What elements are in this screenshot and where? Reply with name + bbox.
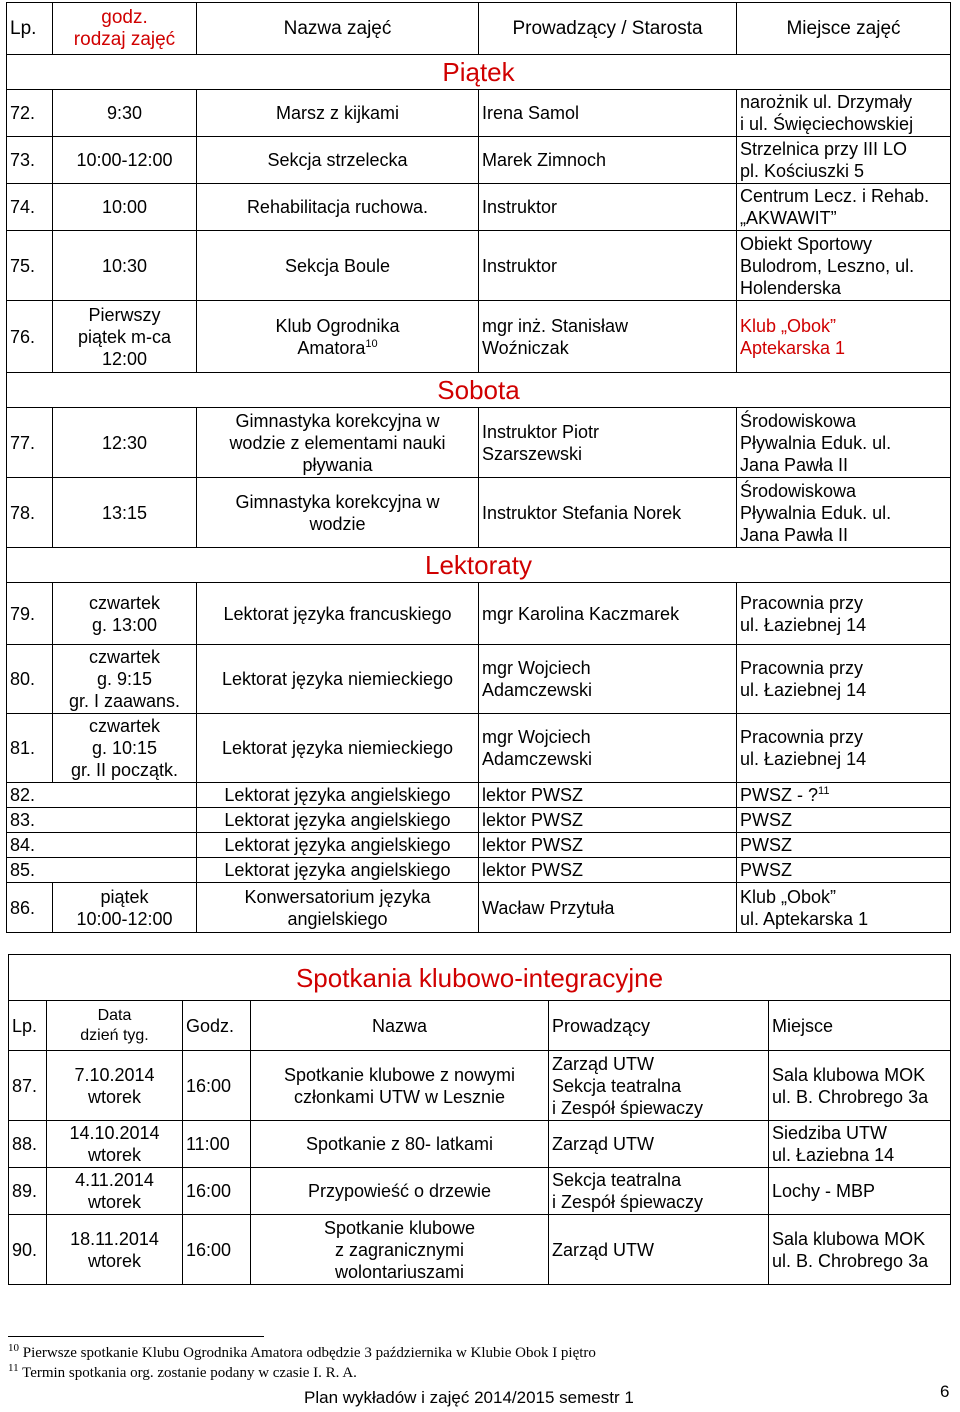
row-lead: Sekcja teatralna i Zespół śpiewaczy <box>549 1168 769 1215</box>
row-place: Pracownia przy ul. Łaziebnej 14 <box>737 583 951 645</box>
row-lead: Zarząd UTW <box>549 1215 769 1285</box>
footnote-ref-10: 10 <box>365 337 378 350</box>
row-lp: 83. <box>7 808 197 833</box>
row-lead: lektor PWSZ <box>479 808 737 833</box>
row-date: 14.10.2014 wtorek <box>47 1121 183 1168</box>
header-date: Data dzień tyg. <box>47 1001 183 1051</box>
row-place: Strzelnica przy III LO pl. Kościuszki 5 <box>737 137 951 184</box>
header-place: Miejsce <box>769 1001 951 1051</box>
row-name: Sekcja Boule <box>197 231 479 301</box>
table-row <box>7 783 951 808</box>
row-lp: 76. <box>7 301 53 373</box>
row-time: 16:00 <box>183 1051 251 1121</box>
row-lead: Instruktor Stefania Norek <box>479 478 737 548</box>
row-name: Lektorat języka angielskiego <box>197 808 479 833</box>
row-place: Pracownia przy ul. Łaziebnej 14 <box>737 645 951 714</box>
row-name: Lektorat języka angielskiego <box>197 833 479 858</box>
row-lp: 73. <box>7 137 53 184</box>
table-row <box>7 808 951 833</box>
row-time: czwartek g. 9:15 gr. I zaawans. <box>53 645 197 714</box>
row-place: Siedziba UTW ul. Łaziebna 14 <box>769 1121 951 1168</box>
row-place: Środowiskowa Pływalnia Eduk. ul. Jana Pawła II <box>737 478 951 548</box>
footer-title: Plan wykładów i zajęć 2014/2015 semestr 1 <box>304 1388 634 1407</box>
row-time: 10:00-12:00 <box>53 137 197 184</box>
section-title-friday: Piątek <box>7 55 951 90</box>
row-name: Spotkanie klubowe z nowymi członkami UTW w Lesznie <box>251 1051 549 1121</box>
header-time-type: godz. rodzaj zajęć <box>53 3 197 55</box>
row-name: Gimnastyka korekcyjna w wodzie <box>197 478 479 548</box>
row-lp: 74. <box>7 184 53 231</box>
row-name: Rehabilitacja ruchowa. <box>197 184 479 231</box>
row-place-text: PWSZ - ? <box>740 785 819 805</box>
club-section-title: Spotkania klubowo-integracyjne <box>9 955 951 1001</box>
table-header-row <box>9 1001 951 1051</box>
table-row <box>7 883 951 933</box>
row-lp: 78. <box>7 478 53 548</box>
row-name: Lektorat języka angielskiego <box>197 783 479 808</box>
row-place: Sala klubowa MOK ul. B. Chrobrego 3a <box>769 1215 951 1285</box>
header-lp: Lp. <box>7 3 53 55</box>
table-row <box>7 231 951 301</box>
row-name: Sekcja strzelecka <box>197 137 479 184</box>
row-lead: Instruktor Piotr Szarszewski <box>479 408 737 478</box>
table-row <box>7 301 951 373</box>
row-place: Sala klubowa MOK ul. B. Chrobrego 3a <box>769 1051 951 1121</box>
row-time: czwartek g. 13:00 <box>53 583 197 645</box>
row-time: 16:00 <box>183 1168 251 1215</box>
row-time: 9:30 <box>53 90 197 137</box>
row-name: Lektorat języka francuskiego <box>197 583 479 645</box>
section-row-lectorates <box>7 548 951 583</box>
row-time: 12:30 <box>53 408 197 478</box>
footnote-ref-11: 11 <box>818 785 830 797</box>
row-time: 13:15 <box>53 478 197 548</box>
header-lp: Lp. <box>9 1001 47 1051</box>
row-lp: 86. <box>7 883 53 933</box>
table-row <box>7 858 951 883</box>
row-lead: Zarząd UTW <box>549 1121 769 1168</box>
header-time: Godz. <box>183 1001 251 1051</box>
row-lp: 88. <box>9 1121 47 1168</box>
row-date: 7.10.2014 wtorek <box>47 1051 183 1121</box>
footnote-text: Pierwsze spotkanie Klubu Ogrodnika Amatora odbędzie 3 października w Klubie Obok I piętro <box>22 1345 596 1361</box>
footnote-separator <box>8 1336 264 1337</box>
row-name: Lektorat języka niemieckiego <box>197 645 479 714</box>
row-place: PWSZ <box>737 833 951 858</box>
row-lp: 79. <box>7 583 53 645</box>
row-lp: 89. <box>9 1168 47 1215</box>
row-lp: 72. <box>7 90 53 137</box>
row-lead: lektor PWSZ <box>479 833 737 858</box>
footnote-11 <box>8 1364 357 1383</box>
row-time: piątek 10:00-12:00 <box>53 883 197 933</box>
row-place: Lochy - MBP <box>769 1168 951 1215</box>
table-row <box>9 1121 951 1168</box>
row-time: 11:00 <box>183 1121 251 1168</box>
header-lead: Prowadzący / Starosta <box>479 3 737 55</box>
row-place: Centrum Lecz. i Rehab. „AKWAWIT” <box>737 184 951 231</box>
row-date: 4.11.2014 wtorek <box>47 1168 183 1215</box>
row-name-text: Klub Ogrodnika Amatora <box>275 315 400 358</box>
row-name: Konwersatorium języka angielskiego <box>197 883 479 933</box>
row-date: 18.11.2014 wtorek <box>47 1215 183 1285</box>
row-time: czwartek g. 10:15 gr. II początk. <box>53 714 197 783</box>
row-name: Lektorat języka niemieckiego <box>197 714 479 783</box>
row-name: Przypowieść o drzewie <box>251 1168 549 1215</box>
row-name: Gimnastyka korekcyjna w wodzie z elementami nauki pływania <box>197 408 479 478</box>
row-name: Spotkanie klubowe z zagranicznymi wolontariuszami <box>251 1215 549 1285</box>
row-lead: Irena Samol <box>479 90 737 137</box>
row-lead: Wacław Przytuła <box>479 883 737 933</box>
row-place: narożnik ul. Drzymały i ul. Święciechowskiej <box>737 90 951 137</box>
header-lead: Prowadzący <box>549 1001 769 1051</box>
club-meetings-table <box>8 954 951 1285</box>
row-lead: Instruktor <box>479 184 737 231</box>
row-name: Spotkanie z 80- latkami <box>251 1121 549 1168</box>
row-lp: 90. <box>9 1215 47 1285</box>
row-time: 16:00 <box>183 1215 251 1285</box>
row-time: Pierwszy piątek m-ca 12:00 <box>53 301 197 373</box>
row-lead: mgr inż. Stanisław Woźniczak <box>479 301 737 373</box>
footnote-mark: 11 <box>8 1362 19 1374</box>
row-place: Klub „Obok” ul. Aptekarska 1 <box>737 883 951 933</box>
row-lp: 82. <box>7 783 197 808</box>
row-lead: lektor PWSZ <box>479 783 737 808</box>
table-row <box>7 714 951 783</box>
row-name: Marsz z kijkami <box>197 90 479 137</box>
row-place: PWSZ <box>737 808 951 833</box>
table-row <box>7 478 951 548</box>
table-row <box>7 833 951 858</box>
footnote-mark: 10 <box>8 1342 19 1354</box>
row-lp: 87. <box>9 1051 47 1121</box>
footnote-text: Termin spotkania org. zostanie podany w czasie I. R. A. <box>22 1365 357 1381</box>
table-row <box>7 137 951 184</box>
footnote-10 <box>8 1344 596 1363</box>
table-row <box>7 90 951 137</box>
row-lead: mgr Wojciech Adamczewski <box>479 714 737 783</box>
row-lead: Zarząd UTW Sekcja teatralna i Zespół śpiewaczy <box>549 1051 769 1121</box>
table-header-row <box>7 3 951 55</box>
header-name: Nazwa zajęć <box>197 3 479 55</box>
row-place: Obiekt Sportowy Bulodrom, Leszno, ul. Holenderska <box>737 231 951 301</box>
row-time: 10:00 <box>53 184 197 231</box>
row-name: Lektorat języka angielskiego <box>197 858 479 883</box>
schedule-table <box>6 2 951 933</box>
header-place: Miejsce zajęć <box>737 3 951 55</box>
section-title-saturday: Sobota <box>7 373 951 408</box>
page-number: 6 <box>940 1382 950 1401</box>
header-name: Nazwa <box>251 1001 549 1051</box>
row-lp: 80. <box>7 645 53 714</box>
section-title-lectorates: Lektoraty <box>7 548 951 583</box>
row-lead: Marek Zimnoch <box>479 137 737 184</box>
table-row <box>9 1215 951 1285</box>
table-row <box>9 1168 951 1215</box>
row-lp: 85. <box>7 858 197 883</box>
table-row <box>7 645 951 714</box>
table-row <box>7 184 951 231</box>
row-name <box>197 301 479 373</box>
table-row <box>7 583 951 645</box>
row-lp: 81. <box>7 714 53 783</box>
row-place: Klub „Obok” Aptekarska 1 <box>737 301 951 373</box>
row-place <box>737 783 951 808</box>
row-lead: mgr Karolina Kaczmarek <box>479 583 737 645</box>
row-lp: 77. <box>7 408 53 478</box>
row-lead: Instruktor <box>479 231 737 301</box>
row-place: Pracownia przy ul. Łaziebnej 14 <box>737 714 951 783</box>
row-time: 10:30 <box>53 231 197 301</box>
section-row-saturday <box>7 373 951 408</box>
row-lead: lektor PWSZ <box>479 858 737 883</box>
table-row <box>7 408 951 478</box>
row-lead: mgr Wojciech Adamczewski <box>479 645 737 714</box>
section-row-friday <box>7 55 951 90</box>
row-place: Środowiskowa Pływalnia Eduk. ul. Jana Pawła II <box>737 408 951 478</box>
row-lp: 75. <box>7 231 53 301</box>
row-place: PWSZ <box>737 858 951 883</box>
table-row <box>9 1051 951 1121</box>
club-title-row <box>9 955 951 1001</box>
row-lp: 84. <box>7 833 197 858</box>
